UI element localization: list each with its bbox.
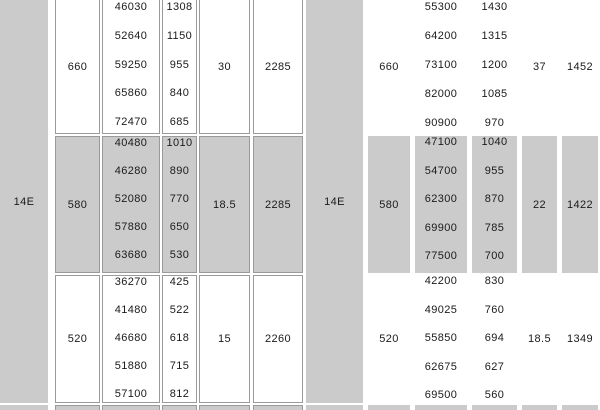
cell-value: 760 xyxy=(484,303,505,316)
size-cell xyxy=(368,275,410,403)
cell-value: 18.5 xyxy=(212,198,236,211)
cell-value: 30 xyxy=(217,60,232,73)
cell-value: 52640 xyxy=(114,29,148,42)
values-col2-cell xyxy=(472,136,517,273)
cell-value: 77500 xyxy=(424,250,458,262)
cell-value: 1040 xyxy=(481,136,508,148)
size-cell xyxy=(368,0,410,134)
cell-value: 1150 xyxy=(166,29,193,42)
cell-value: 700 xyxy=(484,250,505,262)
cell-value: 59250 xyxy=(114,58,148,71)
single-value-cell xyxy=(562,136,598,273)
partial-cell xyxy=(562,405,598,410)
cell-value: 42200 xyxy=(424,275,458,287)
partial-cell xyxy=(102,405,160,410)
band-right-660 xyxy=(0,0,600,134)
cell-value: 522 xyxy=(169,304,190,316)
cell-value: 520 xyxy=(379,333,399,345)
cell-value: 47100 xyxy=(424,136,458,148)
cell-value: 57100 xyxy=(114,388,148,400)
cell-value: 1422 xyxy=(566,198,594,211)
cell-value: 520 xyxy=(67,333,88,345)
cell-value: 55300 xyxy=(424,1,458,13)
size-cell xyxy=(368,136,410,273)
cell-value: 54700 xyxy=(424,164,458,177)
cell-value: 46680 xyxy=(114,332,148,344)
partial-cell xyxy=(199,405,250,410)
cell-value: 890 xyxy=(169,165,190,177)
cell-value: 37 xyxy=(532,61,547,73)
cell-value: 62675 xyxy=(424,360,458,373)
partial-cell xyxy=(162,405,197,410)
row-group-label-right: 14E xyxy=(306,0,363,403)
cell-value: 2285 xyxy=(264,60,292,73)
cell-value: 64200 xyxy=(424,30,458,42)
cell-value: 1430 xyxy=(481,1,508,13)
cell-value: 49025 xyxy=(424,303,458,316)
cell-value: 685 xyxy=(169,116,190,128)
band-right-520 xyxy=(0,275,600,403)
cell-value: 41480 xyxy=(114,304,148,316)
values-col2-cell xyxy=(472,0,517,134)
single-value-cell xyxy=(522,275,557,403)
single-value-cell xyxy=(522,136,557,273)
cell-value: 830 xyxy=(484,275,505,287)
partial-cell xyxy=(522,405,557,410)
partial-cell xyxy=(55,405,100,410)
cell-value: 55850 xyxy=(424,332,458,344)
partial-cell xyxy=(368,405,410,410)
cell-value: 46030 xyxy=(114,1,148,13)
cell-value: 812 xyxy=(169,388,190,400)
cell-value: 40480 xyxy=(114,137,148,149)
cell-value: 65860 xyxy=(114,87,148,100)
cell-value: 72470 xyxy=(114,116,148,128)
cell-value: 62300 xyxy=(424,193,458,205)
cell-value: 90900 xyxy=(424,117,458,129)
cell-value: 627 xyxy=(484,360,505,373)
cell-value: 715 xyxy=(169,360,190,372)
cell-value: 69500 xyxy=(424,389,458,401)
cell-value: 51880 xyxy=(114,360,148,372)
cell-value: 1085 xyxy=(481,88,508,100)
cell-value: 2285 xyxy=(264,198,292,211)
cell-value: 22 xyxy=(532,198,547,211)
cell-value: 1308 xyxy=(166,1,193,13)
cell-value: 955 xyxy=(169,58,190,71)
cell-value: 770 xyxy=(169,193,190,205)
values-col1-cell xyxy=(415,275,467,403)
cell-value: 18.5 xyxy=(527,333,551,345)
single-value-cell xyxy=(562,0,598,134)
cell-value: 1349 xyxy=(566,333,594,345)
cell-value: 560 xyxy=(484,389,505,401)
cell-value: 785 xyxy=(484,221,505,234)
cell-value: 36270 xyxy=(114,276,148,288)
cell-value: 1452 xyxy=(566,61,594,73)
values-col1-cell xyxy=(415,136,467,273)
cell-value: 870 xyxy=(484,193,505,205)
cell-value: 82000 xyxy=(424,88,458,100)
single-value-cell xyxy=(562,275,598,403)
values-col1-cell xyxy=(415,0,467,134)
row-group-label-left: 14E xyxy=(0,0,48,403)
cell-value: 69900 xyxy=(424,221,458,234)
cell-value: 650 xyxy=(169,221,190,233)
cell-value: 530 xyxy=(169,249,190,261)
cell-value: 618 xyxy=(169,332,190,344)
cell-value: 57880 xyxy=(114,221,148,233)
cell-value: 1315 xyxy=(481,30,508,42)
cell-value: 955 xyxy=(484,164,505,177)
cell-value: 2260 xyxy=(264,333,292,345)
cell-value: 46280 xyxy=(114,165,148,177)
cell-value: 694 xyxy=(484,332,505,344)
cell-value: 580 xyxy=(67,198,88,211)
cell-value: 1200 xyxy=(481,59,508,71)
next-section-partial-row xyxy=(0,405,600,410)
cell-value: 970 xyxy=(484,117,505,129)
cell-value: 660 xyxy=(379,61,399,73)
cell-value: 73100 xyxy=(424,59,458,71)
cell-value: 660 xyxy=(67,60,88,73)
partial-cell xyxy=(415,405,467,410)
values-col2-cell xyxy=(472,275,517,403)
cell-value: 580 xyxy=(379,198,399,211)
cell-value: 425 xyxy=(169,276,190,288)
cell-value: 63680 xyxy=(114,249,148,261)
cell-value: 52080 xyxy=(114,193,148,205)
cell-value: 840 xyxy=(169,87,190,100)
cell-value: 15 xyxy=(217,333,232,345)
partial-cell xyxy=(253,405,303,410)
partial-cell xyxy=(472,405,517,410)
single-value-cell xyxy=(522,0,557,134)
band-right-580 xyxy=(0,136,600,273)
cell-value: 1010 xyxy=(166,137,193,149)
